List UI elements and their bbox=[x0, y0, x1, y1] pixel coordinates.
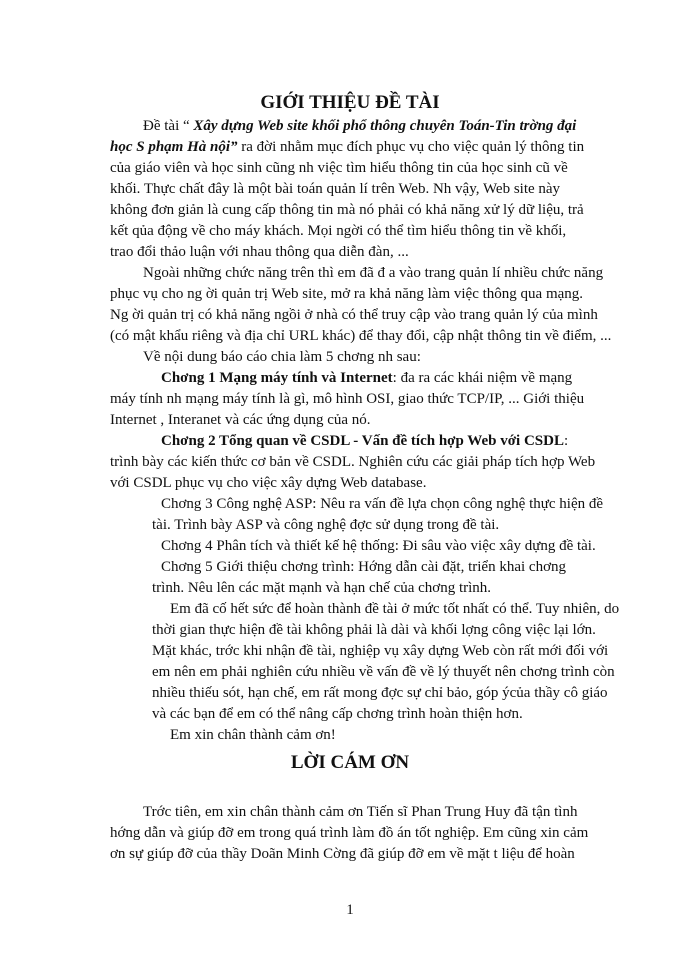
intro-p1-line-6: kết qủa động về cho máy khách. Mọi ngời có thể tìm hiểu thông tin về khối, bbox=[110, 223, 567, 239]
chapter-5-line-2: trình. Nêu lên các mặt mạnh và hạn chế của chơng trình. bbox=[152, 580, 492, 596]
page-number: 1 bbox=[346, 902, 354, 918]
intro-p4-line-2: thời gian thực hiện đề tài không phải là dài và khối lợng công việc lại lớn. bbox=[152, 622, 596, 638]
intro-p2-line-1: Ngoài những chức năng trên thì em đã đ a vào trang quản lí nhiều chức năng bbox=[143, 265, 604, 281]
intro-p4-line-6: và các bạn để em có thể nâng cấp chơng trình hoàn thiện hơn. bbox=[152, 706, 523, 722]
intro-p2-line-4: (có mật khẩu riêng và địa chỉ URL khác) để thay đổi, cập nhật thông tin về điểm, ... bbox=[110, 328, 612, 344]
intro-p5: Em xin chân thành cảm ơn! bbox=[170, 727, 336, 743]
intro-p4-line-5: nhiều thiếu sót, hạn chế, em rất mong đợc sự chỉ bảo, góp ýcủa thầy cô giáo bbox=[152, 685, 608, 701]
intro-p1-line-5: không đơn giản là cung cấp thông tin mà nó phải có khả năng xử lý dữ liệu, trả bbox=[110, 202, 584, 218]
intro-p1-line-7: trao đổi thảo luận với nhau thông qua diễn đàn, ... bbox=[110, 244, 409, 260]
thanks-line-3: ơn sự giúp đỡ của thầy Doãn Minh Cờng đã giúp đỡ em về mặt t liệu để hoàn bbox=[110, 846, 575, 862]
intro-p4-line-3: Mặt khác, trớc khi nhận đề tài, nghiệp vụ xây dựng Web còn rất mới đối với bbox=[152, 643, 609, 659]
intro-p4-line-1: Em đã cố hết sức để hoàn thành đề tài ở mức tốt nhất có thể. Tuy nhiên, do bbox=[170, 601, 620, 617]
intro-p2-line-2: phục vụ cho ng ời quản trị Web site, mở ra khả năng làm việc thông qua mạng. bbox=[110, 286, 584, 302]
thanks-line-1: Trớc tiên, em xin chân thành cảm ơn Tiến sĩ Phan Trung Huy đã tận tình bbox=[143, 804, 578, 820]
chapter-3-line-2: tài. Trình bày ASP và công nghệ đợc sử dụng trong đề tài. bbox=[152, 517, 500, 533]
chapter-2-line-1: Chơng 2 Tổng quan về CSDL - Vấn đề tích hợp Web với CSDL: bbox=[161, 433, 569, 449]
intro-p4-line-4: em nên em phải nghiên cứu nhiều về vấn đề về lý thuyết nên chơng trình còn bbox=[152, 664, 615, 680]
thanks-line-2: hớng dẫn và giúp đỡ em trong quá trình làm đồ án tốt nghiệp. Em cũng xin cảm bbox=[110, 825, 589, 841]
intro-p1-line-2: học S phạm Hà nội” ra đời nhằm mục đích phục vụ cho việc quản lý thông tin bbox=[110, 139, 585, 155]
chapter-5-line-1: Chơng 5 Giới thiệu chơng trình: Hớng dẫn cài đặt, triển khai chơng bbox=[161, 559, 566, 575]
chapter-1-line-1: Chơng 1 Mạng máy tính và Internet: đa ra các khái niệm về mạng bbox=[161, 370, 573, 386]
chapter-3-line-1: Chơng 3 Công nghệ ASP: Nêu ra vấn đề lựa chọn công nghệ thực hiện đề bbox=[161, 496, 604, 512]
intro-p3: Về nội dung báo cáo chia làm 5 chơng nh sau: bbox=[143, 349, 421, 365]
chapter-2-line-3: với CSDL phục vụ cho việc xây dựng Web database. bbox=[110, 475, 427, 491]
intro-p2-line-3: Ng ời quản trị có khả năng ngồi ở nhà có thể truy cập vào trang quản lý của mình bbox=[110, 307, 598, 323]
chapter-4-line: Chơng 4 Phân tích và thiết kế hệ thống: Đi sâu vào việc xây dựng đề tài. bbox=[161, 538, 596, 554]
chapter-1-line-3: Internet , Interanet và các ứng dụng của nó. bbox=[110, 412, 371, 428]
intro-p1-line-3: của giáo viên và học sinh cũng nh việc tìm hiểu thông tin của học sinh cũ về bbox=[110, 160, 568, 176]
intro-heading: GIỚI THIỆU ĐỀ TÀI bbox=[260, 92, 440, 113]
intro-p1-line-4: khối. Thực chất đây là một bài toán quản lí trên Web. Nh vậy, Web site này bbox=[110, 181, 561, 197]
chapter-1-line-2: máy tính nh mạng máy tính là gì, mô hình OSI, giao thức TCP/IP, ... Giới thiệu bbox=[110, 391, 585, 407]
thanks-heading: LỜI CÁM ƠN bbox=[290, 752, 410, 773]
chapter-2-line-2: trình bày các kiến thức cơ bản về CSDL. Nghiên cứu các giải pháp tích hợp Web bbox=[110, 454, 596, 470]
intro-p1-line-1: Đề tài “ Xây dựng Web site khối phổ thông chuyên Toán-Tin trờng đại bbox=[143, 118, 577, 134]
